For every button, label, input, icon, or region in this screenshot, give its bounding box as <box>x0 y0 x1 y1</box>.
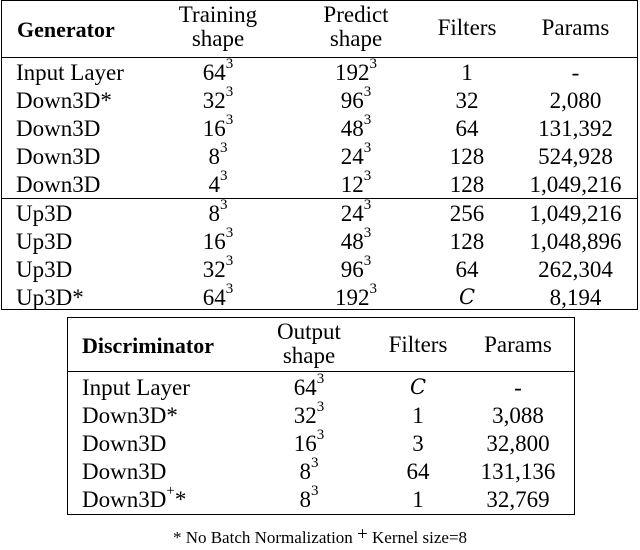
discriminator-row-params: 32,800 <box>486 430 550 456</box>
generator-row-params: 524,928 <box>538 143 613 169</box>
generator-row-filters: 1 <box>461 59 473 85</box>
generator-row-predict-shape-exponent: 3 <box>369 55 377 72</box>
generator-row-training-shape-exponent: 3 <box>220 139 228 156</box>
generator-header-predict-shape: Predict shape <box>323 2 389 51</box>
discriminator-row-filters: 1 <box>412 486 424 512</box>
footnote-plus-text: Kernel size=8 <box>372 528 468 547</box>
generator-header-training-shape: Training shape <box>178 2 258 51</box>
generator-row-training-shape-base: 8 <box>208 200 220 226</box>
generator-row-predict-shape-base: 48 <box>340 115 364 141</box>
generator-row-filters: 64 <box>455 256 479 282</box>
discriminator-header-filters: Filters <box>388 332 448 357</box>
discriminator-row <box>68 398 574 428</box>
generator-row-training-shape-base: 32 <box>202 87 226 113</box>
generator-row-training-shape-base: 64 <box>202 59 226 85</box>
generator-header-divider <box>2 57 637 58</box>
discriminator-row-layer-mark: + <box>166 482 175 499</box>
discriminator-row-layer-name: Down3D* <box>82 402 178 428</box>
discriminator-row-layer-name: Down3D <box>82 486 167 512</box>
discriminator-row-layer-name: Down3D <box>82 458 167 484</box>
generator-row-training-shape-exponent: 3 <box>220 196 228 213</box>
generator-header-filters: Filters <box>437 15 497 40</box>
discriminator-row-filters: 1 <box>412 402 424 428</box>
generator-row-predict-shape-exponent: 3 <box>363 252 372 269</box>
generator-row-training-shape-exponent: 3 <box>225 83 234 100</box>
generator-row-layer: Down3D <box>16 171 101 197</box>
discriminator-row-output-shape-exponent: 3 <box>316 370 325 387</box>
discriminator-row-layer <box>82 482 187 512</box>
generator-row-layer: Up3D* <box>16 284 84 310</box>
generator-row-filters: 128 <box>449 228 485 254</box>
generator-row-params: 8,194 <box>549 284 602 310</box>
footnote-plus-mark: + <box>357 524 368 545</box>
generator-row-training-shape-base: 16 <box>202 115 226 141</box>
discriminator-row-output-shape-exponent: 3 <box>316 398 325 415</box>
discriminator-row-filters: C <box>409 374 427 399</box>
discriminator-header-layer: Discriminator <box>82 333 214 358</box>
generator-row-training-shape-exponent: 3 <box>225 55 234 72</box>
discriminator-row-filters: 3 <box>412 430 424 456</box>
generator-row-params: 131,392 <box>538 115 613 141</box>
generator-row-predict-shape-base: 12 <box>340 171 364 197</box>
generator-row-predict-shape <box>300 111 412 141</box>
footnote <box>0 524 640 550</box>
generator-table <box>1 0 638 310</box>
generator-row-predict-shape <box>300 167 412 197</box>
discriminator-row-params: - <box>514 374 522 400</box>
generator-row-filters: 256 <box>449 200 485 226</box>
generator-section-divider <box>2 198 637 199</box>
generator-row-training-shape-base: 8 <box>208 143 220 169</box>
generator-row-params: 262,304 <box>538 256 613 282</box>
generator-row-predict-shape-exponent: 3 <box>369 280 377 297</box>
discriminator-row-output-shape <box>255 370 363 400</box>
generator-row-training-shape-base: 16 <box>202 228 226 254</box>
generator-row-training-shape-exponent: 3 <box>220 167 228 184</box>
generator-row <box>2 167 637 197</box>
generator-row-filters: C <box>458 284 476 309</box>
generator-row-predict-shape <box>300 280 412 310</box>
discriminator-row-params: 131,136 <box>480 458 556 484</box>
discriminator-row-output-shape <box>255 482 363 512</box>
discriminator-row-layer-tail: * <box>174 486 187 512</box>
generator-row <box>2 55 637 85</box>
generator-row-params: 1,049,216 <box>529 200 622 226</box>
generator-row-layer: Down3D <box>16 143 101 169</box>
generator-row-layer: Up3D <box>16 200 73 226</box>
generator-row-predict-shape-exponent: 3 <box>363 196 372 213</box>
generator-row <box>2 111 637 141</box>
generator-row-training-shape-exponent: 3 <box>225 224 234 241</box>
discriminator-row-output-shape-base: 8 <box>299 458 311 484</box>
discriminator-row-output-shape-exponent: 3 <box>311 454 319 471</box>
generator-row-training-shape <box>162 252 274 282</box>
discriminator-row-output-shape-exponent: 3 <box>316 426 325 443</box>
generator-row-predict-shape-exponent: 3 <box>363 111 372 128</box>
discriminator-row-filters: 64 <box>406 458 430 484</box>
discriminator-row <box>68 482 574 512</box>
generator-row-predict-shape <box>300 83 412 113</box>
generator-row-layer: Up3D <box>16 228 73 254</box>
generator-row-training-shape <box>162 111 274 141</box>
generator-row-training-shape <box>162 139 274 169</box>
discriminator-row-layer-name: Input Layer <box>82 374 190 400</box>
generator-row <box>2 224 637 254</box>
discriminator-header-params: Params <box>484 332 552 357</box>
discriminator-row-output-shape <box>255 398 363 428</box>
generator-header-params: Params <box>541 15 610 40</box>
discriminator-row-layer <box>82 376 190 399</box>
generator-row-predict-shape <box>300 196 412 226</box>
discriminator-header-output-shape: Output shape <box>277 319 341 368</box>
generator-row-predict-shape-base: 24 <box>340 200 364 226</box>
generator-row-training-shape <box>162 196 274 226</box>
generator-row-predict-shape-base: 192 <box>335 59 370 85</box>
discriminator-row-output-shape <box>255 454 363 484</box>
generator-row-training-shape <box>162 167 274 197</box>
generator-row-training-shape <box>162 224 274 254</box>
generator-row-training-shape <box>162 83 274 113</box>
generator-row-predict-shape <box>300 252 412 282</box>
generator-row-predict-shape-exponent: 3 <box>363 224 372 241</box>
generator-row-predict-shape-base: 96 <box>340 87 364 113</box>
generator-row-filters: 64 <box>455 115 479 141</box>
footnote-star-text: * No Batch Normalization <box>172 528 353 547</box>
generator-row-predict-shape-exponent: 3 <box>363 139 372 156</box>
generator-row-params: 1,049,216 <box>529 171 622 197</box>
discriminator-row-layer <box>82 432 166 455</box>
discriminator-row-layer <box>82 460 166 483</box>
discriminator-table <box>67 317 575 515</box>
generator-row-predict-shape <box>300 139 412 169</box>
discriminator-row-params: 32,769 <box>486 486 550 512</box>
generator-row-training-shape-base: 4 <box>208 171 220 197</box>
generator-row-predict-shape-exponent: 3 <box>363 167 372 184</box>
generator-row-predict-shape-base: 24 <box>340 143 364 169</box>
generator-row-filters: 128 <box>449 171 485 197</box>
discriminator-row-output-shape-base: 64 <box>293 374 317 400</box>
generator-row <box>2 196 637 226</box>
discriminator-row <box>68 426 574 456</box>
generator-row-predict-shape-exponent: 3 <box>363 83 372 100</box>
generator-row-training-shape-base: 32 <box>202 256 226 282</box>
discriminator-row-output-shape-base: 32 <box>293 402 317 428</box>
generator-row <box>2 252 637 282</box>
generator-row-training-shape-base: 64 <box>202 284 226 310</box>
generator-header-layer: Generator <box>17 17 115 42</box>
generator-row <box>2 83 637 113</box>
generator-row <box>2 280 637 310</box>
discriminator-row-output-shape <box>255 426 363 456</box>
generator-row-layer: Up3D <box>16 256 73 282</box>
generator-row-training-shape <box>162 280 274 310</box>
discriminator-row <box>68 370 574 400</box>
generator-row-layer: Down3D* <box>16 87 112 113</box>
discriminator-row-output-shape-exponent: 3 <box>311 482 319 499</box>
discriminator-row-layer-name: Down3D <box>82 430 167 456</box>
discriminator-row-params: 3,088 <box>492 402 544 428</box>
generator-row-predict-shape <box>300 224 412 254</box>
generator-row-predict-shape-base: 48 <box>340 228 364 254</box>
discriminator-row <box>68 454 574 484</box>
discriminator-row-output-shape-base: 16 <box>293 430 317 456</box>
generator-row-training-shape-exponent: 3 <box>225 111 234 128</box>
generator-row-filters: 32 <box>455 87 479 113</box>
generator-row-params: 1,048,896 <box>529 228 622 254</box>
generator-row-predict-shape-base: 96 <box>340 256 364 282</box>
generator-row-training-shape-exponent: 3 <box>225 280 234 297</box>
generator-row-predict-shape <box>300 55 412 85</box>
generator-row-training-shape <box>162 55 274 85</box>
generator-header-row <box>2 3 637 55</box>
discriminator-header-row <box>68 320 574 368</box>
generator-row-params: 2,080 <box>549 87 602 113</box>
generator-row-layer: Input Layer <box>16 59 124 85</box>
discriminator-row-layer <box>82 404 178 427</box>
generator-row-layer: Down3D <box>16 115 101 141</box>
generator-row <box>2 139 637 169</box>
generator-row-predict-shape-base: 192 <box>335 284 370 310</box>
discriminator-row-output-shape-base: 8 <box>299 486 311 512</box>
generator-row-params: - <box>571 59 580 85</box>
generator-row-filters: 128 <box>449 143 485 169</box>
generator-row-training-shape-exponent: 3 <box>225 252 234 269</box>
